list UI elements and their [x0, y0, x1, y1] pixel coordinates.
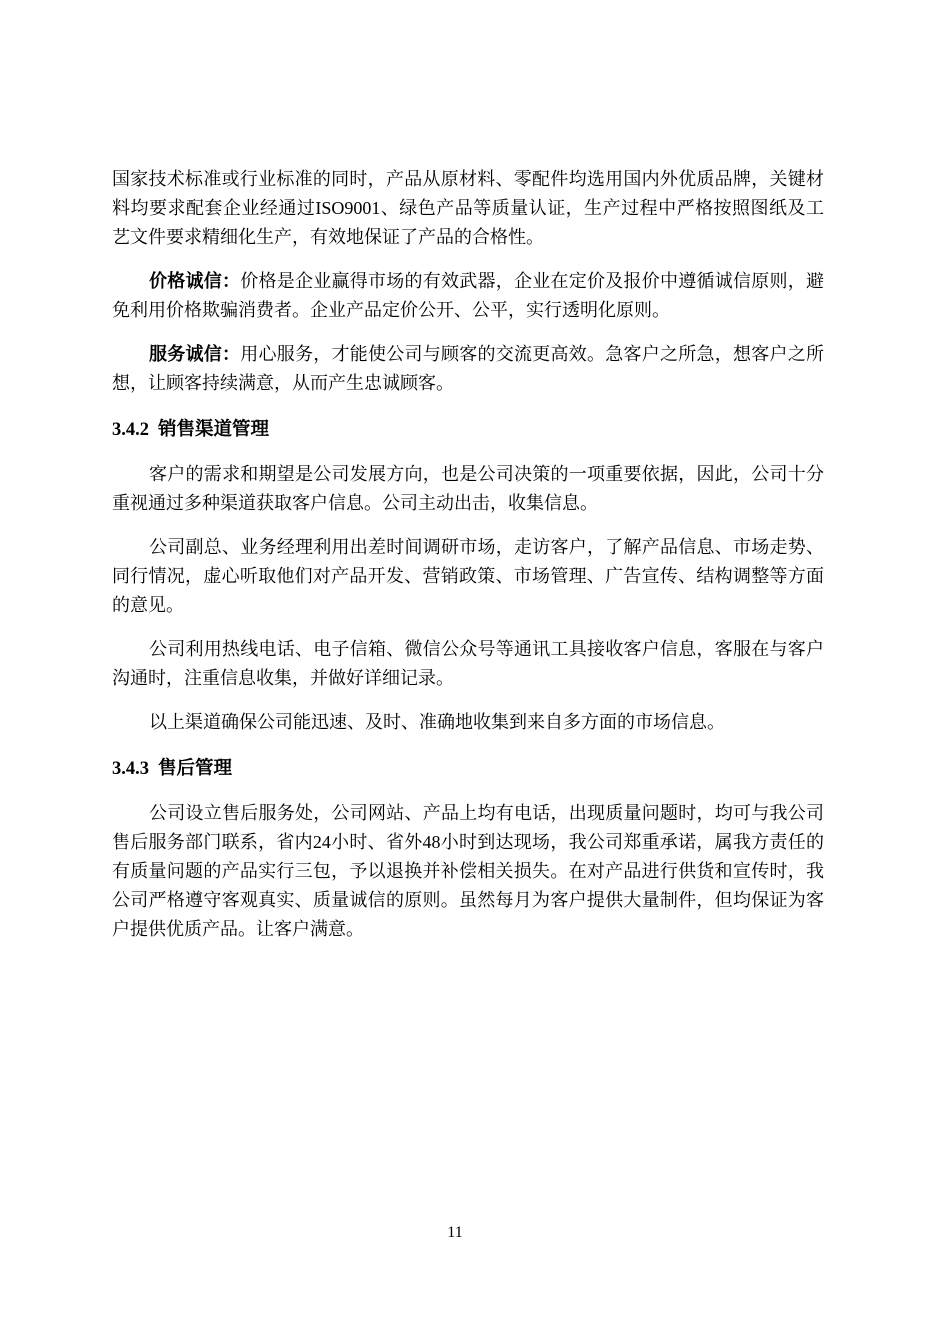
section-title: 销售渠道管理 — [158, 420, 270, 440]
paragraph-lead: 服务诚信： — [149, 344, 241, 364]
paragraph-text: 以上渠道确保公司能迅速、及时、准确地收集到来自多方面的市场信息。 — [149, 712, 725, 732]
section-number: 3.4.3 — [112, 759, 149, 779]
paragraph-text: 公司设立售后服务处，公司网站、产品上均有电话，出现质量问题时，均可与我公司售后服务部门联系，省内24小时、省外48小时到达现场，我公司郑重承诺，属我方责任的有质量问题的产品实行三包，予以退换并补偿相关损失。在对产品进行供货和宣传时，我公司严格遵守客观真实、质量诚信的原则。虽然每月为客户提供大量制件，但均保证为客户提供优质产品。让客户满意。 — [112, 803, 824, 939]
paragraph-market-research — [112, 533, 824, 620]
paragraph-lead: 价格诚信： — [149, 271, 241, 291]
paragraph-channels-summary — [112, 708, 824, 737]
paragraph-customer-needs — [112, 460, 824, 518]
paragraph-text: 用心服务，才能使公司与顾客的交流更高效。急客户之所急，想客户之所想，让顾客持续满意，从而产生忠诚顾客。 — [112, 344, 824, 393]
paragraph-text: 价格是企业赢得市场的有效武器，企业在定价及报价中遵循诚信原则，避免利用价格欺骗消费者。企业产品定价公开、公平，实行透明化原则。 — [112, 271, 824, 320]
paragraph-text: 公司利用热线电话、电子信箱、微信公众号等通讯工具接收客户信息，客服在与客户沟通时，注重信息收集，并做好详细记录。 — [112, 639, 824, 688]
page-content — [112, 165, 824, 944]
section-heading-3-4-3 — [112, 755, 824, 784]
paragraph-quality-integrity — [112, 165, 824, 252]
paragraph-communication-channels — [112, 635, 824, 693]
section-number: 3.4.2 — [112, 420, 149, 440]
section-title: 售后管理 — [158, 759, 233, 779]
paragraph-service-integrity — [112, 340, 824, 398]
page-number: 11 — [447, 1224, 463, 1241]
paragraph-after-sales — [112, 799, 824, 944]
section-heading-3-4-2 — [112, 416, 824, 445]
paragraph-text: 公司副总、业务经理利用出差时间调研市场，走访客户，了解产品信息、市场走势、同行情况，虚心听取他们对产品开发、营销政策、市场管理、广告宣传、结构调整等方面的意见。 — [112, 537, 824, 615]
paragraph-price-integrity — [112, 267, 824, 325]
paragraph-text: 客户的需求和期望是公司发展方向，也是公司决策的一项重要依据，因此，公司十分重视通过多种渠道获取客户信息。公司主动出击，收集信息。 — [112, 464, 824, 513]
paragraph-text: 国家技术标准或行业标准的同时，产品从原材料、零配件均选用国内外优质品牌，关键材料均要求配套企业经通过ISO9001、绿色产品等质量认证，生产过程中严格按照图纸及工艺文件要求精细化生产，有效地保证了产品的合格性。 — [112, 169, 824, 247]
